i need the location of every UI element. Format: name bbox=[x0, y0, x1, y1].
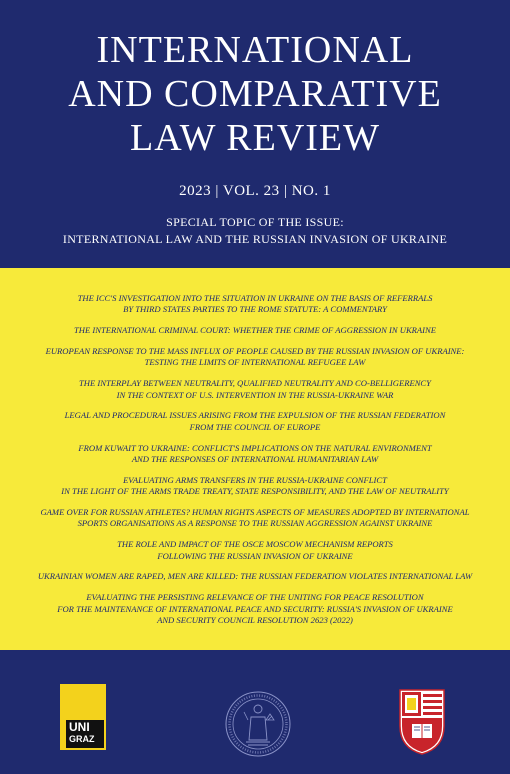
article-title bbox=[0, 592, 510, 626]
article-title-line: THE INTERNATIONAL CRIMINAL COURT: WHETHER THE CRIME OF AGGRESSION IN UKRAINE bbox=[73, 325, 437, 336]
article-title bbox=[0, 293, 510, 316]
article-title bbox=[0, 571, 510, 582]
journal-title-line: INTERNATIONAL bbox=[96, 29, 414, 71]
journal-title bbox=[0, 28, 510, 160]
issue-info: 2023 | VOL. 23 | NO. 1 bbox=[179, 183, 331, 199]
article-title-line: FOR THE MAINTENANCE OF INTERNATIONAL PEACE AND SECURITY: RUSSIA'S INVASION OF UKRAINE bbox=[57, 603, 453, 614]
article-title-line: LEGAL AND PROCEDURAL ISSUES ARISING FROM THE EXPULSION OF THE RUSSIAN FEDERATION bbox=[64, 410, 446, 421]
article-title-line: THE INTERPLAY BETWEEN NEUTRALITY, QUALIFIED NEUTRALITY AND CO-BELLIGERENCY bbox=[79, 378, 431, 389]
uni-graz-logo bbox=[60, 684, 106, 750]
article-title bbox=[0, 410, 510, 433]
article-title-line: UKRAINIAN WOMEN ARE RAPED, MEN ARE KILLED: THE RUSSIAN FEDERATION VIOLATES INTERNATIONAL LAW bbox=[37, 571, 473, 582]
cover-footer bbox=[0, 650, 510, 774]
uni-graz-wordmark bbox=[66, 720, 104, 748]
article-title-line: SPORTS ORGANISATIONS AS A RESPONSE TO THE RUSSIAN AGGRESSION AGAINST UKRAINE bbox=[77, 518, 433, 529]
article-title-line: FROM THE COUNCIL OF EUROPE bbox=[189, 421, 321, 432]
journal-title-line: LAW REVIEW bbox=[129, 117, 381, 159]
special-topic-line: SPECIAL TOPIC OF THE ISSUE: bbox=[166, 215, 344, 229]
article-title-line: THE ICC'S INVESTIGATION INTO THE SITUATION IN UKRAINE ON THE BASIS OF REFERRALS bbox=[77, 293, 433, 303]
article-title bbox=[0, 443, 510, 466]
article-title-line: THE ROLE AND IMPACT OF THE OSCE MOSCOW MECHANISM REPORTS bbox=[117, 539, 393, 550]
article-title bbox=[0, 539, 510, 562]
article-title-line: EVALUATING ARMS TRANSFERS IN THE RUSSIA-UKRAINE CONFLICT bbox=[123, 474, 387, 485]
article-title-line: EUROPEAN RESPONSE TO THE MASS INFLUX OF PEOPLE CAUSED BY THE RUSSIAN INVASION OF UKRAINE: bbox=[45, 346, 465, 356]
uni-graz-text: UNI bbox=[69, 720, 90, 734]
article-title-line: TESTING THE LIMITS OF INTERNATIONAL REFUGEE LAW bbox=[144, 357, 366, 368]
article-title-line: IN THE LIGHT OF THE ARMS TRADE TREATY, STATE RESPONSIBILITY, AND THE LAW OF NEUTRALITY bbox=[61, 486, 449, 497]
article-title-line: GAME OVER FOR RUSSIAN ATHLETES? HUMAN RIGHTS ASPECTS OF MEASURES ADOPTED BY INTERNATIONAL bbox=[40, 507, 470, 518]
article-title-line: BY THIRD STATES PARTIES TO THE ROME STATUTE: A COMMENTARY bbox=[123, 304, 387, 315]
article-title bbox=[0, 378, 510, 401]
article-title bbox=[0, 475, 510, 498]
article-list bbox=[0, 293, 510, 636]
uni-graz-text: GRAZ bbox=[69, 734, 95, 744]
article-title bbox=[0, 346, 510, 369]
article-title-line: EVALUATING THE PERSISTING RELEVANCE OF THE UNITING FOR PEACE RESOLUTION bbox=[86, 592, 424, 603]
article-title-line: FROM KUWAIT TO UKRAINE: CONFLICT'S IMPLICATIONS ON THE NATURAL ENVIRONMENT bbox=[78, 442, 432, 453]
article-title bbox=[0, 507, 510, 530]
article-title-line: AND SECURITY COUNCIL RESOLUTION 2623 (2022) bbox=[157, 615, 353, 626]
article-title-line: AND THE RESPONSES OF INTERNATIONAL HUMANITARIAN LAW bbox=[131, 454, 379, 465]
special-topic bbox=[0, 214, 510, 248]
article-title-line: IN THE CONTEXT OF U.S. INTERVENTION IN THE RUSSIA-UKRAINE WAR bbox=[116, 389, 394, 400]
faculty-seal-icon bbox=[224, 690, 292, 758]
contents-panel bbox=[0, 268, 510, 650]
journal-title-line: AND COMPARATIVE bbox=[68, 73, 442, 115]
article-title bbox=[0, 325, 510, 336]
article-title-line: FOLLOWING THE RUSSIAN INVASION OF UKRAINE bbox=[157, 550, 353, 561]
special-topic-line: INTERNATIONAL LAW AND THE RUSSIAN INVASION OF UKRAINE bbox=[62, 232, 448, 246]
university-crest-icon bbox=[398, 686, 446, 756]
cover-header bbox=[0, 0, 510, 268]
